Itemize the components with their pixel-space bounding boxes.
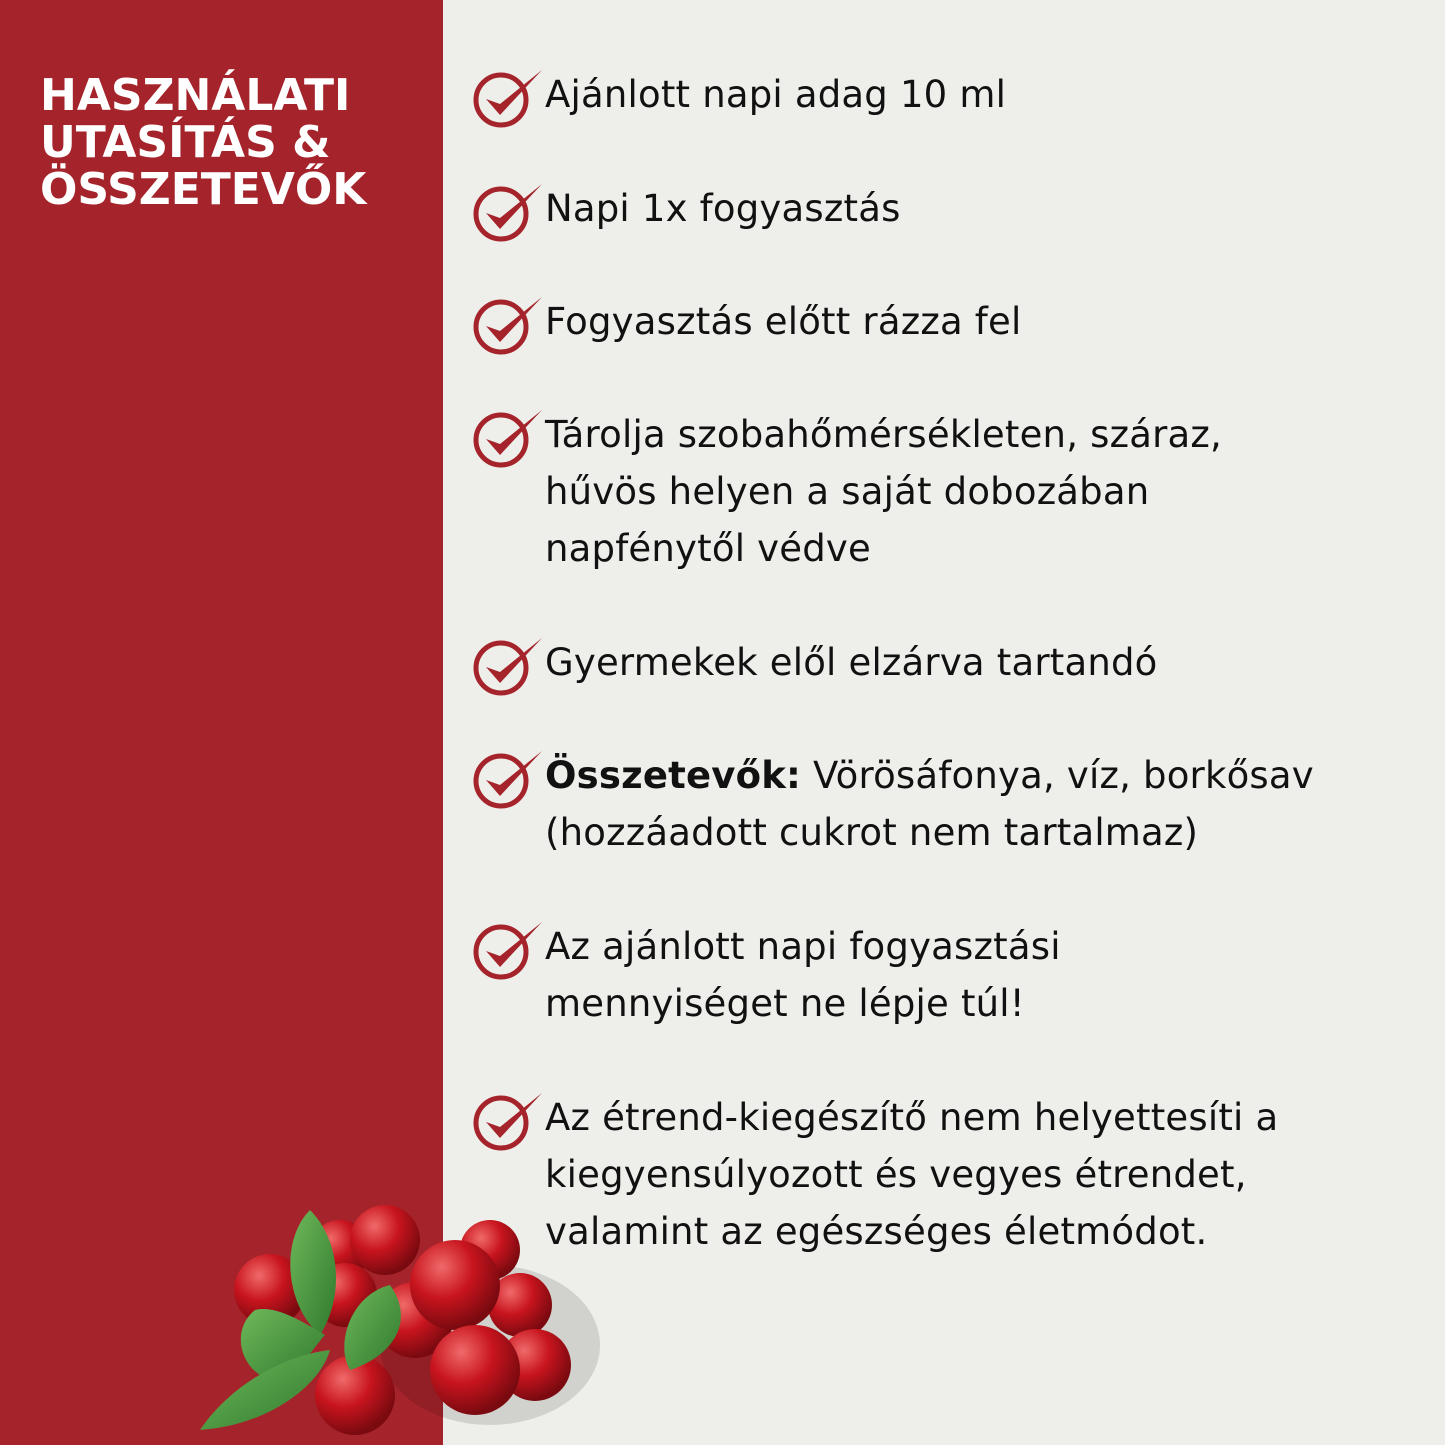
ingredients-label: Összetevők: (545, 754, 802, 797)
check-circle-icon (472, 747, 544, 809)
item-text: Az ajánlott napi fogyasztási mennyiséget ne lépje túl! (545, 925, 1061, 1025)
title-line-2: UTASÍTÁS & (40, 117, 331, 168)
title-line-3: ÖSSZETEVŐK (40, 164, 367, 215)
check-circle-icon (472, 918, 544, 980)
check-circle-icon (472, 180, 544, 242)
check-circle-icon (472, 406, 544, 468)
item-text: Tárolja szobahőmérsékleten, száraz, hűvös helyen a saját dobozában napfénytől védve (545, 413, 1222, 570)
check-circle-icon (472, 634, 544, 696)
check-circle-icon (472, 1089, 544, 1151)
item-text: Gyermekek elől elzárva tartandó (545, 641, 1158, 684)
item-text: Az étrend-kiegészítő nem helyettesíti a kiegyensúlyozott és vegyes étrendet, valamint az egészséges életmódot. (545, 1096, 1279, 1253)
item-text: Fogyasztás előtt rázza fel (545, 300, 1022, 343)
item-text: Ajánlott napi adag 10 ml (545, 73, 1007, 116)
item-text: Összetevők: Vörösáfonya, víz, borkősav (hozzáadott cukrot nem tartalmaz) (545, 754, 1314, 854)
check-circle-icon (472, 293, 544, 355)
page-title (40, 72, 420, 213)
cranberries-image (190, 1195, 610, 1445)
check-circle-icon (472, 66, 544, 128)
title-line-1: HASZNÁLATI (40, 70, 351, 121)
item-text: Napi 1x fogyasztás (545, 187, 901, 230)
